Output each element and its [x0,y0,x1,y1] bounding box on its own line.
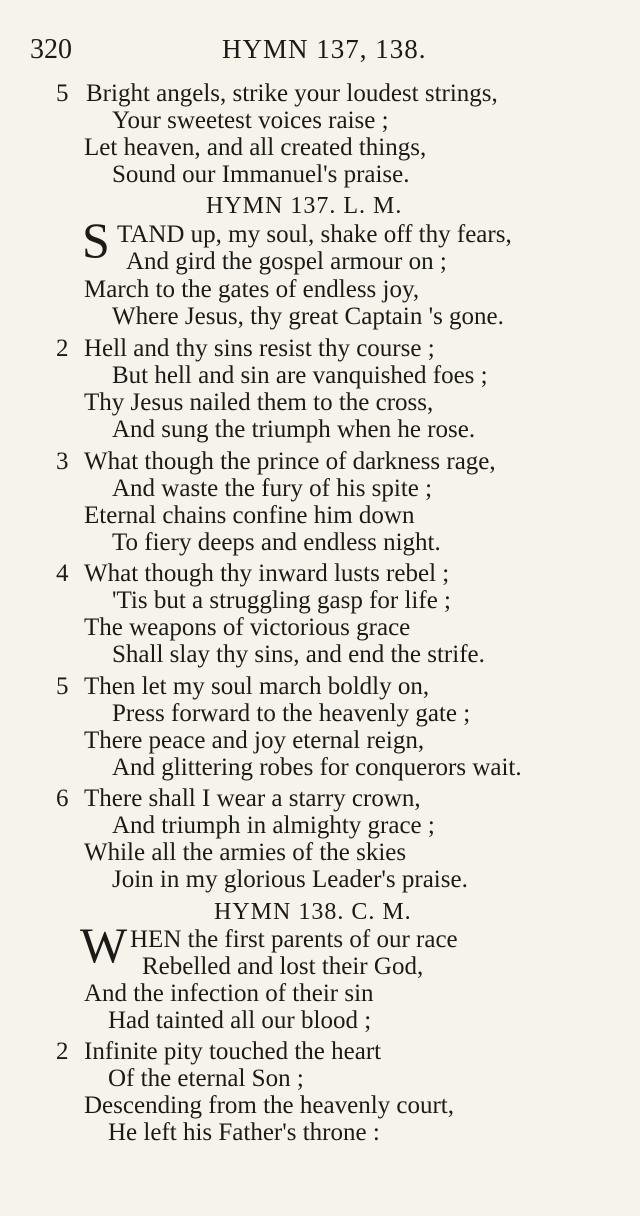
verse-line: Then let my soul march boldly on, [84,673,430,700]
drop-cap: W [80,917,128,973]
verse-line: Let heaven, and all created things, [84,134,427,161]
verse-line: 'Tis but a struggling gasp for life ; [112,587,451,614]
verse-line: Rebelled and lost their God, [142,953,424,980]
verse-number: 2 [56,335,69,362]
verse-line: But hell and sin are vanquished foes ; [112,362,488,389]
verse-line: What though the prince of darkness rage, [84,448,496,475]
verse-line: Shall slay thy sins, and end the strife. [112,641,485,668]
verse-line: Where Jesus, thy great Captain 's gone. [112,303,504,330]
running-title: HYMN 137, 138. [222,34,427,64]
verse-line: Infinite pity touched the heart [84,1038,382,1065]
verse-line: And waste the fury of his spite ; [112,475,433,502]
verse-line: Eternal chains confine him down [84,502,415,529]
verse-number: 5 [56,673,69,700]
verse-line: And glittering robes for conquerors wait. [112,754,522,781]
verse-number: 6 [56,785,69,812]
verse-line: The weapons of victorious grace [84,614,411,641]
verse-line: While all the armies of the skies [84,839,407,866]
drop-cap: S [82,212,110,268]
verse-line: Descending from the heavenly court, [84,1092,455,1119]
verse-line: Of the eternal Son ; [108,1065,304,1092]
page-number: 320 [30,34,72,65]
verse-number: 4 [56,560,69,587]
verse-line: Press forward to the heavenly gate ; [112,700,471,727]
verse-line: There peace and joy eternal reign, [84,727,425,754]
verse-number: 3 [56,448,69,475]
verse-line: He left his Father's throne : [108,1119,380,1146]
verse-line: And sung the triumph when he rose. [112,416,476,443]
verse-line: March to the gates of endless joy, [84,276,420,303]
verse-line: What though thy inward lusts rebel ; [84,560,450,587]
verse-line: And gird the gospel armour on ; [126,248,447,275]
verse-line: TAND up, my soul, shake off thy fears, [117,221,512,248]
verse-line: To fiery deeps and endless night. [112,529,441,556]
verse-line: There shall I wear a starry crown, [84,785,421,812]
verse-number: 5 [56,80,69,107]
verse-line: Had tainted all our blood ; [108,1007,372,1034]
hymn-title: HYMN 138. C. M. [214,899,412,925]
verse-line: Sound our Immanuel's praise. [112,161,410,188]
verse-line: Hell and thy sins resist thy course ; [84,335,435,362]
verse-line: Join in my glorious Leader's praise. [112,866,468,893]
verse-number: 2 [56,1038,69,1065]
hymn-title: HYMN 137. L. M. [206,193,403,219]
page-header [0,34,640,74]
verse-line: Bright angels, strike your loudest strings, [86,80,498,107]
verse-line: HEN the first parents of our race [130,926,458,953]
verse-line: Your sweetest voices raise ; [112,107,389,134]
verse-line: Thy Jesus nailed them to the cross, [84,389,434,416]
verse-line: And the infection of their sin [84,980,374,1007]
verse-line: And triumph in almighty grace ; [112,812,435,839]
